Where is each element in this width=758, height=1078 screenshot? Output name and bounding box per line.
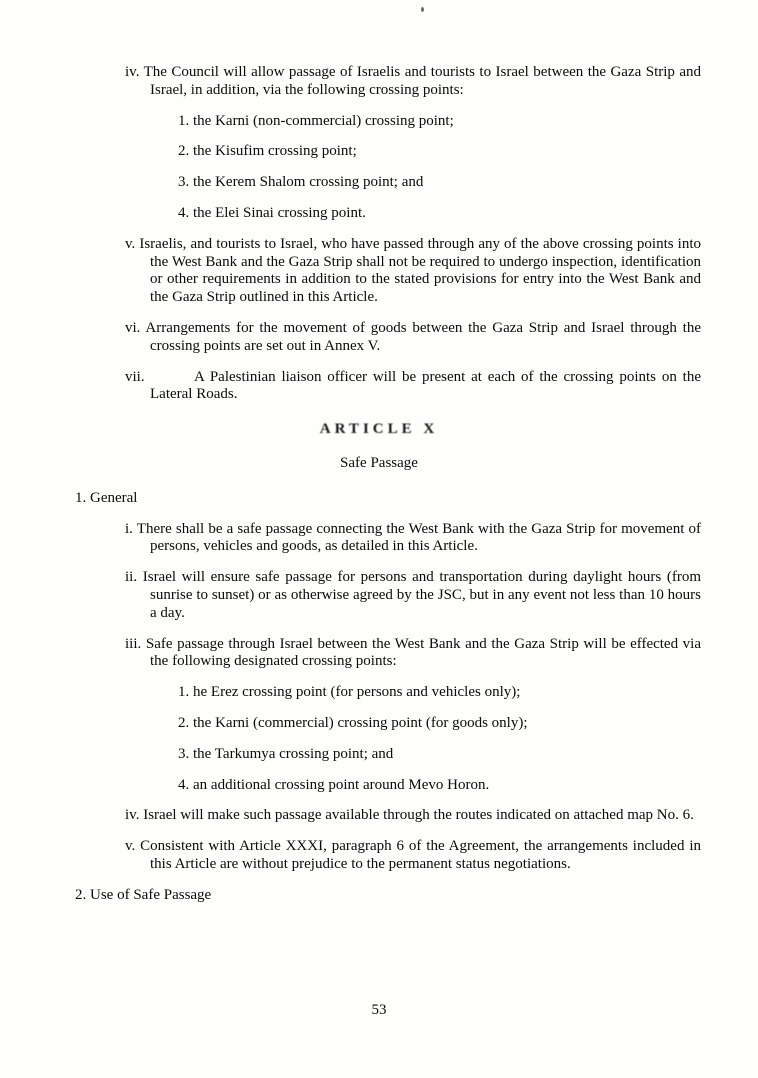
list-marker: 3. <box>178 745 190 762</box>
list-marker: 4. <box>178 776 190 793</box>
scan-artifact <box>421 7 424 12</box>
clause-1-ii <box>125 569 702 622</box>
clause-marker: iv. <box>125 807 140 824</box>
list-text: the Kisufim crossing point; <box>193 143 357 160</box>
section-marker: 2. <box>75 886 87 903</box>
list-text: the Kerem Shalom crossing point; and <box>193 174 424 191</box>
clause-a-vi <box>125 319 701 356</box>
clause-text: Consistent with Article XXXI, paragraph 6 of the Agreement, the arrangements included in this Article are without prejudice to the permanent status negotiations. <box>140 838 701 872</box>
clause-text: Israelis, and tourists to Israel, who have passed through any of the above crossing points into the West Bank and the Gaza Strip shall not be required to undergo inspection, identification or other requirements in addition to the stated provisions for entry into the West Bank and the Gaza Strip outlined in this Article. <box>139 235 701 306</box>
clause-a-v <box>125 235 701 307</box>
clause-1-i <box>125 520 701 557</box>
article-heading: ARTICLE X <box>319 421 439 438</box>
clause-marker: vi. <box>125 319 141 336</box>
clause-marker: iv. <box>125 64 140 80</box>
clause-marker: iii. <box>125 635 142 652</box>
clause-1-iii <box>125 635 701 672</box>
page-number: 53 <box>371 1002 387 1019</box>
clause-text: There shall be a safe passage connecting the West Bank with the Gaza Strip for movement of persons, vehicles and goods, as detailed in this Article. <box>136 520 701 555</box>
clause-text: Israel will make such passage available through the routes indicated on attached map No. 6. <box>143 807 694 824</box>
clause-marker: v. <box>125 235 136 252</box>
crossing-item <box>178 776 701 795</box>
clause-marker: v. <box>125 838 136 855</box>
list-marker: 2. <box>178 714 190 731</box>
clause-1-iv <box>125 807 701 825</box>
crossing-item <box>178 143 701 161</box>
clause-a-vii <box>125 368 701 405</box>
crossing-item <box>178 174 701 192</box>
list-text: the Tarkumya crossing point; and <box>193 745 394 762</box>
article-subtitle: Safe Passage <box>340 454 418 471</box>
list-marker: 1. <box>178 684 190 701</box>
clause-marker: vii. <box>125 368 145 385</box>
clause-marker: i. <box>125 520 133 537</box>
clause-text: Israel will ensure safe passage for persons and transportation during daylight hours (from sunrise to sunset) or as otherwise agreed by the JSC, but in any event not less than 10 hours a day. <box>142 569 702 621</box>
list-marker: 4. <box>178 204 190 221</box>
list-marker: 3. <box>178 174 190 191</box>
crossing-item <box>178 204 701 223</box>
list-text: the Karni (non-commercial) crossing point; <box>193 112 454 129</box>
list-text: the Elei Sinai crossing point. <box>193 204 366 221</box>
clause-marker: ii. <box>125 569 138 586</box>
list-text: the Karni (commercial) crossing point (for goods only); <box>193 714 528 731</box>
list-text: he Erez crossing point (for persons and vehicles only); <box>193 684 521 701</box>
section-title-text: General <box>90 489 138 506</box>
clause-text: Safe passage through Israel between the West Bank and the Gaza Strip will be effected via the following designated crossing points: <box>145 635 701 670</box>
section-marker: 1. <box>75 489 87 506</box>
list-text: an additional crossing point around Mevo Horon. <box>193 776 490 793</box>
crossing-item <box>178 112 701 131</box>
clause-text: A Palestinian liaison officer will be present at each of the crossing points on the Lateral Roads. <box>150 368 701 403</box>
clause-1-v <box>125 838 701 874</box>
section-2-title <box>75 887 701 905</box>
section-1-title <box>75 490 701 508</box>
clause-text: Arrangements for the movement of goods between the Gaza Strip and Israel through the crossing points are set out in Annex V. <box>145 319 701 354</box>
list-marker: 1. <box>178 112 190 129</box>
crossing-item <box>178 745 701 764</box>
section-title-text: Use of Safe Passage <box>90 886 212 903</box>
clause-a-iv <box>125 64 701 100</box>
page-body <box>0 64 758 918</box>
crossing-item <box>178 714 701 733</box>
clause-text: The Council will allow passage of Israelis and tourists to Israel between the Gaza Strip and Israel, in addition, via the following crossing points: <box>143 64 701 98</box>
list-marker: 2. <box>178 143 190 160</box>
crossing-item <box>178 684 701 702</box>
